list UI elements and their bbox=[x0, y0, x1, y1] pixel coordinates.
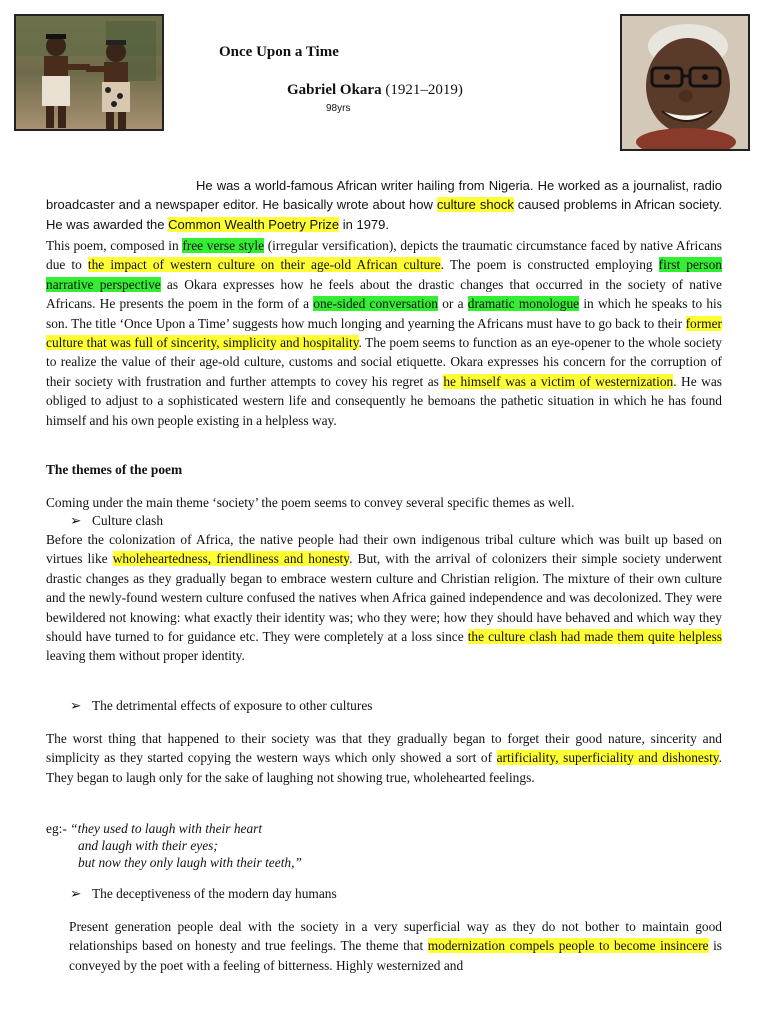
author-portrait bbox=[620, 14, 750, 151]
detrimental-effects-text bbox=[46, 729, 722, 787]
highlighted-phrase: Common Wealth Poetry Prize bbox=[168, 216, 340, 232]
highlighted-phrase: he himself was a victim of westernization bbox=[443, 373, 674, 389]
text-run: . The poem is constructed employing bbox=[440, 257, 659, 273]
quote-line-2: and laugh with their eyes; bbox=[78, 838, 218, 853]
author-line bbox=[287, 82, 463, 99]
text-run: The worst thing that happened to their society was that they gradually began to forget their good nature, sincerity and simplicity as they started copying the western ways which only showed a sort of bbox=[46, 731, 722, 766]
highlighted-phrase: first person narrative perspective bbox=[46, 257, 722, 292]
poem-title: Once Upon a Time bbox=[219, 44, 339, 60]
text-run: (irregular versification), depicts the traumatic circumstance faced by native Africans due to bbox=[46, 238, 722, 273]
theme-title: The deceptiveness of the modern day humans bbox=[92, 886, 337, 901]
deceptiveness-text bbox=[69, 917, 722, 975]
text-run: He was a world-famous African writer hailing from Nigeria. He worked as a journalist, radio broadcaster and a newspaper editor. He basically wrote about how bbox=[46, 178, 722, 213]
highlighted-phrase: wholeheartedness, friendliness and honesty bbox=[112, 551, 350, 567]
author-years: (1921–2019) bbox=[381, 82, 463, 98]
text-run: . The poem seems to function as an eye-opener to the whole society to realize the value of their age-old culture, customs and social etiquette. Okara expresses his concern for the corruption of their society with frustration and further attempts to covey his regret as bbox=[46, 335, 723, 389]
culture-clash-text bbox=[46, 530, 722, 666]
dancers-photo bbox=[14, 14, 164, 131]
quote-line-3: but now they only laugh with their teeth,” bbox=[78, 855, 302, 870]
text-run: is conveyed by the poet with a feeling of bitterness. Highly westernized and bbox=[69, 938, 722, 973]
poem-summary bbox=[46, 236, 722, 430]
text-run: Present generation people deal with the society in a very superficial way as they do not bother to maintain good relationships based on honesty and true feelings. The theme that bbox=[69, 919, 722, 954]
theme-culture-clash bbox=[70, 511, 163, 530]
highlighted-phrase: one-sided conversation bbox=[313, 296, 438, 312]
text-run: . But, with the arrival of colonizers their simple society underwent drastic changes as they gradually began to embrace western culture and Christian religion. The mixture of their own culture and the newly-found western culture confused the natives when Africa gained independence and was decolonized. They were bewildered not knowing: what exactly their identity was; who they were; how they should have behaved and which way they should have turned to for guidance etc. They were completely at a loss since bbox=[46, 551, 722, 645]
text-run: This poem, composed in bbox=[46, 238, 183, 253]
arrow-bullet-icon: ➢ bbox=[70, 513, 82, 528]
arrow-bullet-icon: ➢ bbox=[70, 698, 82, 713]
theme-detrimental-effects bbox=[70, 696, 372, 715]
author-age: 98yrs bbox=[326, 103, 351, 114]
text-run: in which he speaks to his son. The title ‘Once Upon a Time’ suggests how much longing and yearning the Africans must have to go back to their bbox=[46, 296, 722, 331]
theme-title: Culture clash bbox=[92, 513, 164, 528]
text-run: caused problems in African society. He was awarded the bbox=[46, 197, 723, 232]
quote-line-1: “they used to laugh with their heart bbox=[70, 821, 263, 836]
arrow-bullet-icon: ➢ bbox=[70, 886, 82, 901]
highlighted-phrase: the impact of western culture on their age-old African culture bbox=[87, 257, 441, 273]
quote-prefix: eg:- bbox=[46, 821, 71, 836]
themes-heading: The themes of the poem bbox=[46, 462, 183, 477]
author-name: Gabriel Okara bbox=[287, 82, 382, 98]
text-run: Before the colonization of Africa, the native people had their own indigenous tribal culture which was built up based on virtues like bbox=[46, 532, 722, 567]
text-run: leaving them without proper identity. bbox=[46, 648, 245, 664]
text-run: . They began to laugh only for the sake of laughing not showing true, wholehearted feelings. bbox=[46, 750, 722, 785]
theme-title: The detrimental effects of exposure to other cultures bbox=[92, 698, 373, 713]
text-run: or a bbox=[437, 296, 468, 312]
poem-quote bbox=[46, 820, 302, 871]
theme-deceptiveness bbox=[70, 884, 337, 903]
highlighted-phrase: free verse style bbox=[182, 238, 265, 253]
text-run: in 1979. bbox=[339, 216, 389, 232]
themes-intro: Coming under the main theme ‘society’ the poem seems to convey several specific themes as well. bbox=[46, 495, 575, 510]
highlighted-phrase: dramatic monologue bbox=[467, 296, 580, 312]
highlighted-phrase: artificiality, superficiality and dishonesty bbox=[496, 750, 719, 766]
text-run: . He was obliged to adjust to a sophisticated western life and consequently he bemoans the pathetic situation in which he has found himself and his own people existing in a helpless way. bbox=[46, 373, 722, 428]
highlighted-phrase: former culture that was full of sincerity, simplicity and hospitality bbox=[46, 315, 722, 351]
text-run: as Okara expresses how he feels about the drastic changes that occurred in the society of native Africans. He presents the poem in the form of a bbox=[46, 276, 722, 312]
highlighted-phrase: culture shock bbox=[436, 197, 514, 213]
highlighted-phrase: modernization compels people to become insincere bbox=[427, 938, 709, 954]
highlighted-phrase: the culture clash had made them quite helpless bbox=[467, 629, 722, 645]
author-bio bbox=[46, 176, 722, 234]
